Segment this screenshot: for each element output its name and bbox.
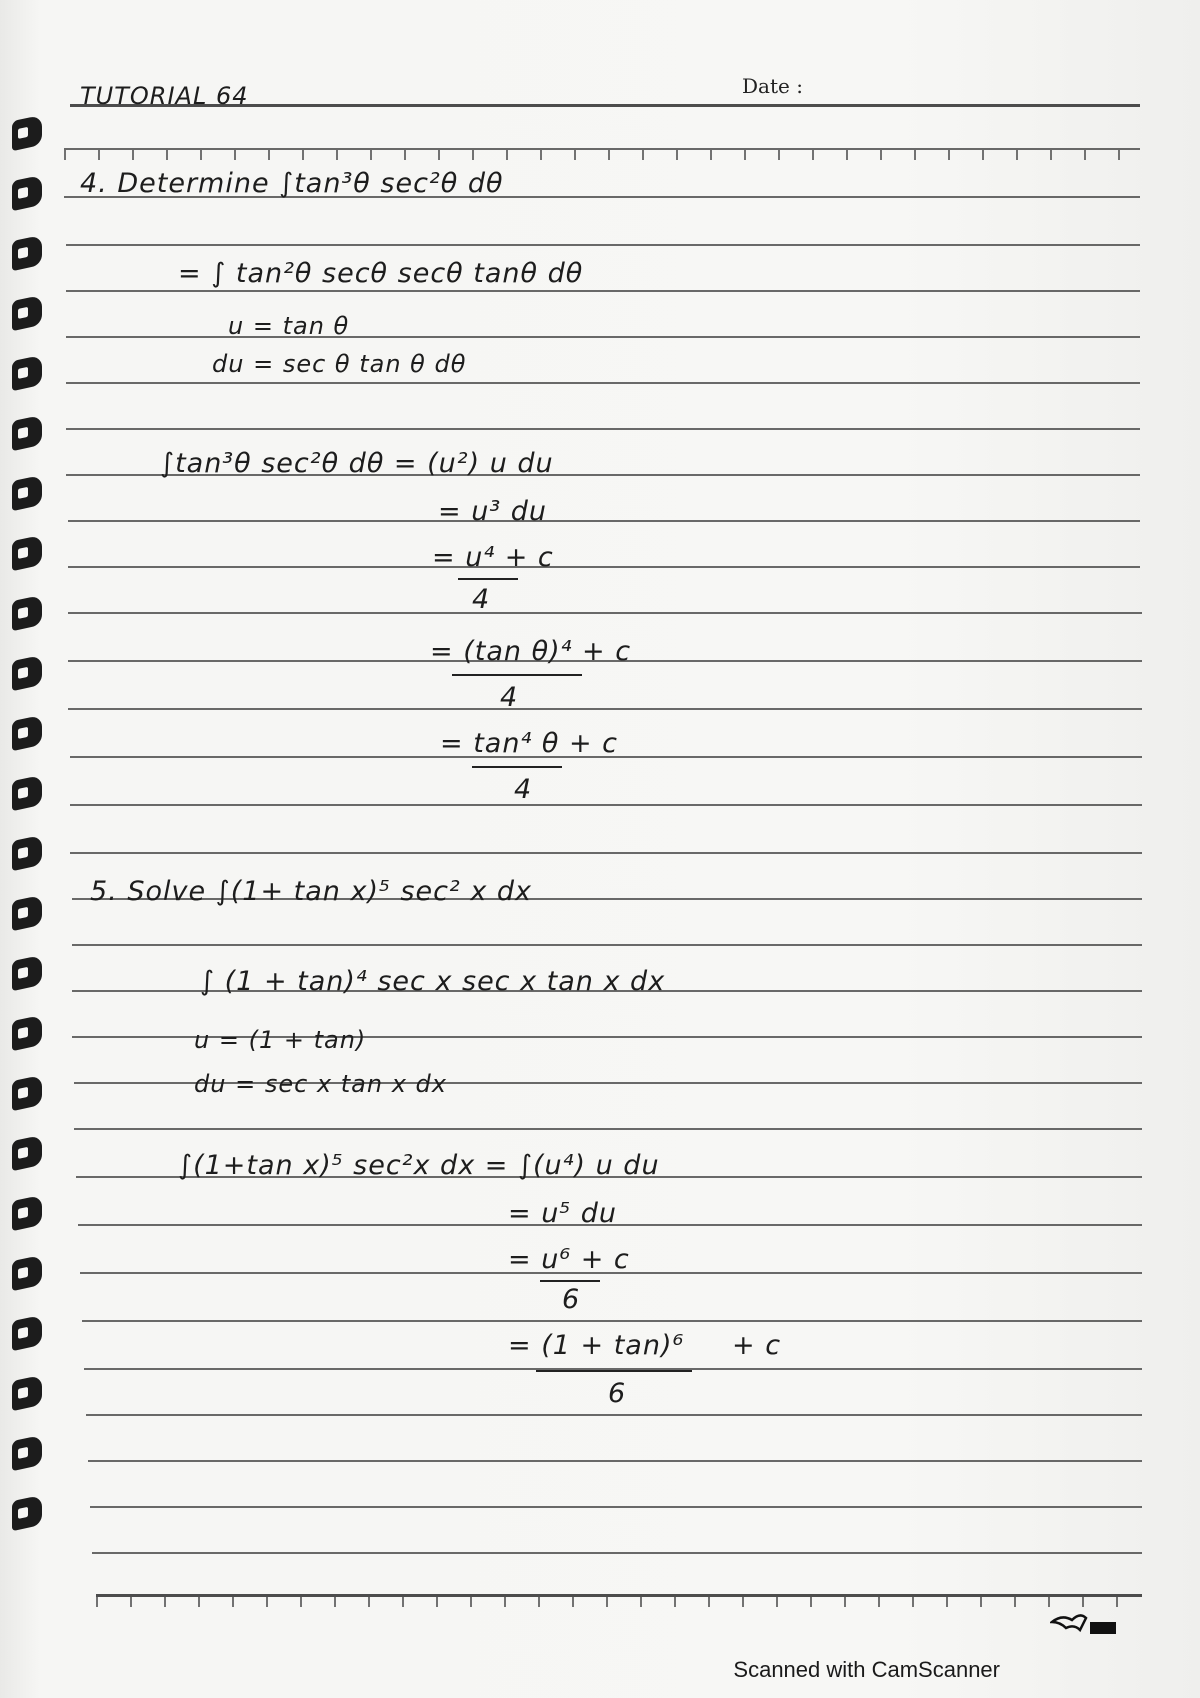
q4-sub-du: du = sec θ tan θ dθ <box>212 350 467 378</box>
q4-line3-fraction-bar <box>458 578 518 580</box>
tutorial-title: TUTORIAL 64 <box>80 82 249 110</box>
q4-line5-numerator: = tan⁴ θ + c <box>440 728 619 759</box>
q4-line3-denominator: 4 <box>472 584 491 615</box>
question-4: 4. Determine ∫tan³θ sec²θ dθ <box>80 168 504 199</box>
q4-line5-fraction-bar <box>472 766 562 768</box>
q5-line3-denominator: 6 <box>562 1284 581 1315</box>
camscanner-logo-icon <box>1050 1610 1120 1642</box>
q5-line2: = u⁵ du <box>508 1198 617 1229</box>
q4-step1: = ∫ tan²θ secθ secθ tanθ dθ <box>178 258 584 289</box>
q4-line4-denominator: 4 <box>500 682 519 713</box>
q5-line4-denominator: 6 <box>608 1378 627 1409</box>
q4-line1: ∫tan³θ sec²θ dθ = (u²) u du <box>160 448 554 479</box>
q5-line4-fraction-bar <box>536 1370 692 1372</box>
q5-line1: ∫(1+tan x)⁵ sec²x dx = ∫(u⁴) u du <box>178 1150 660 1181</box>
q5-line4-numerator: = (1 + tan)⁶ <box>508 1330 685 1361</box>
q4-line4-fraction-bar <box>452 674 582 676</box>
q5-line3-numerator: = u⁶ + c <box>508 1244 630 1275</box>
camscanner-footer-text: Scanned with CamScanner <box>733 1657 1000 1682</box>
q4-sub-u: u = tan θ <box>228 312 350 340</box>
question-5: 5. Solve ∫(1+ tan x)⁵ sec² x dx <box>90 876 533 907</box>
date-label: Date : <box>742 74 803 98</box>
q5-step1: ∫ (1 + tan)⁴ sec x sec x tan x dx <box>200 966 666 997</box>
q4-line2: = u³ du <box>438 496 547 527</box>
q4-line4-numerator: = (tan θ)⁴ + c <box>430 636 632 667</box>
q5-sub-u: u = (1 + tan) <box>194 1026 367 1054</box>
q5-sub-du: du = sec x tan x dx <box>194 1070 447 1098</box>
q4-line5-denominator: 4 <box>514 774 533 805</box>
q5-line4-constant: + c <box>732 1330 782 1361</box>
q4-line3-numerator: = u⁴ + c <box>432 542 554 573</box>
q5-line3-fraction-bar <box>540 1280 600 1282</box>
